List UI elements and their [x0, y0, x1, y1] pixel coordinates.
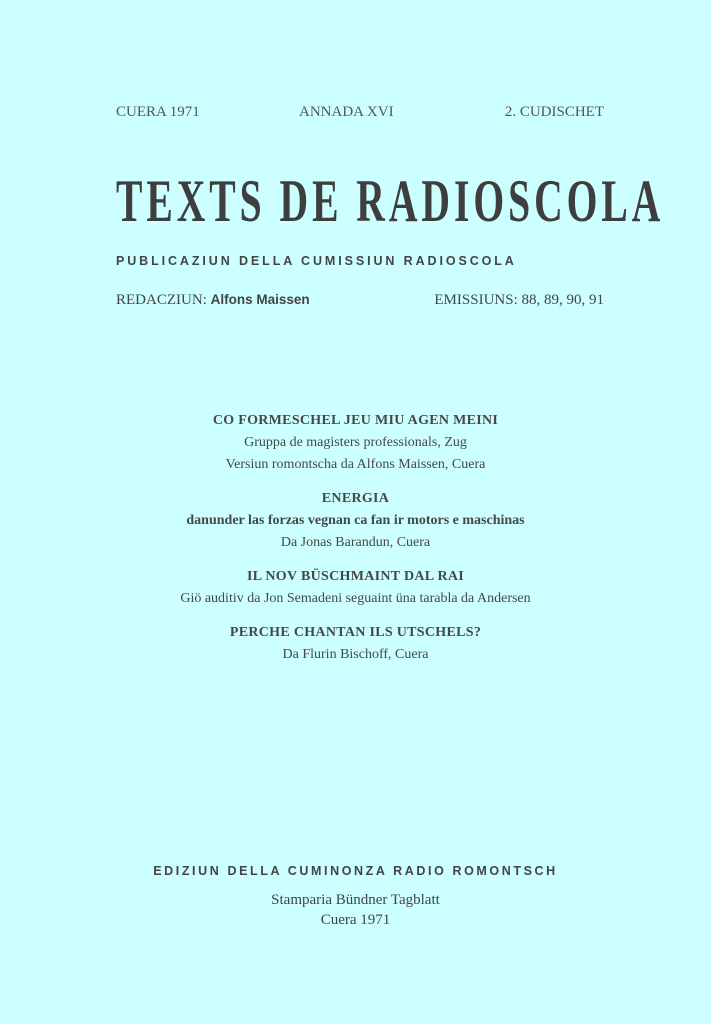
contents-item-line: Versiun romontscha da Alfons Maissen, Cuera [225, 457, 486, 472]
editor-name: Alfons Maissen [210, 292, 310, 307]
printer-city-year: Cuera 1971 [320, 912, 391, 928]
header-row [116, 104, 604, 124]
volume-label: ANNADA XVI [299, 104, 394, 120]
contents-item-line: Da Jonas Barandun, Cuera [280, 535, 431, 550]
contents-item-title: CO FORMESCHEL JEU MIU AGEN MEINI [212, 413, 499, 428]
contents-item-title: ENERGIA [321, 491, 390, 506]
editor-label: REDACZIUN: [116, 292, 207, 308]
contents-item-line: Giö auditiv da Jon Semadeni seguaint üna tarabla da Andersen [180, 591, 531, 606]
contents-item [0, 566, 711, 610]
contents-item [0, 622, 711, 666]
issue-label: 2. CUDISCHET [504, 104, 604, 120]
printer-name: Stamparia Bündner Tagblatt [271, 892, 440, 908]
contents-item-title: PERCHE CHANTAN ILS UTSCHELS? [229, 625, 482, 640]
publication-title: TEXTS DE RADIOSCOLA [116, 168, 665, 234]
contents-item [0, 488, 711, 554]
contents-item-line: Da Flurin Bischoff, Cuera [282, 647, 429, 662]
table-of-contents [0, 410, 711, 678]
contents-item-title: IL NOV BÜSCHMAINT DAL RAI [246, 569, 465, 584]
broadcasts-label: EMISSIUNS: 88, 89, 90, 91 [434, 292, 604, 308]
contents-item-subtitle: danunder las forzas vegnan ca fan ir motors e maschinas [186, 513, 525, 528]
publisher-name: EDIZIUN DELLA CUMINONZA RADIO ROMONTSCH [153, 864, 558, 878]
editor-credit [116, 292, 310, 309]
place-year: CUERA 1971 [116, 104, 200, 120]
publication-subtitle: PUBLICAZIUN DELLA CUMISSIUN RADIOSCOLA [116, 254, 517, 268]
footer [0, 862, 711, 930]
contents-item-line: Gruppa de magisters professionals, Zug [244, 435, 467, 450]
contents-item [0, 410, 711, 476]
